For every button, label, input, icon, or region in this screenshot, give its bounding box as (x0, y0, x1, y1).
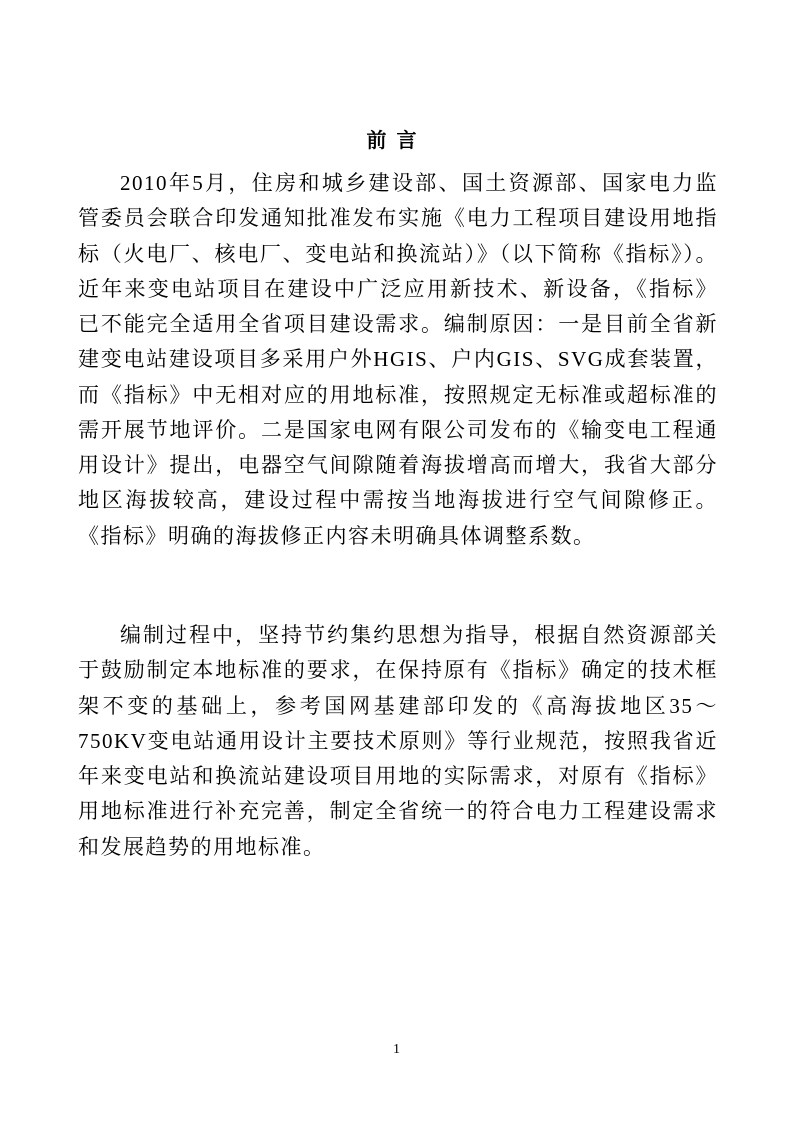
paragraph-process: 编制过程中，坚持节约集约思想为指导，根据自然资源部关于鼓励制定本地标准的要求，在保持原有《指标》确定的技术框架不变的基础上，参考国网基建部印发的《高海拔地区35～750KV变电站通用设计主要技术原则》等行业规范，按照我省近年来变电站和换流站建设项目用地的实际需求，对原有《指标》用地标准进行补充完善，制定全省统一的符合电力工程建设需求和发展趋势的用地标准。 (78, 623, 718, 859)
page-title: 前言 (366, 130, 427, 152)
page-number: 1 (393, 1042, 400, 1057)
paragraph-background: 2010年5月，住房和城乡建设部、国土资源部、国家电力监管委员会联合印发通知批准发布实施《电力工程项目建设用地指标（火电厂、核电厂、变电站和换流站）》（以下简称《指标》）。近年来变电站项目在建设中广泛应用新技术、新设备，《指标》已不能完全适用全省项目建设需求。编制原因：一是目前全省新建变电站建设项目多采用户外HGIS、户内GIS、SVG成套装置，而《指标》中无相对应的用地标准，按照规定无标准或超标准的需开展节地评价。二是国家电网有限公司发布的《输变电工程通用设计》提出，电器空气间隙随着海拔增高而增大，我省大部分地区海拔较高，建设过程中需按当地海拔进行空气间隙修正。《指标》明确的海拔修正内容未明确具体调整系数。 (78, 171, 718, 548)
